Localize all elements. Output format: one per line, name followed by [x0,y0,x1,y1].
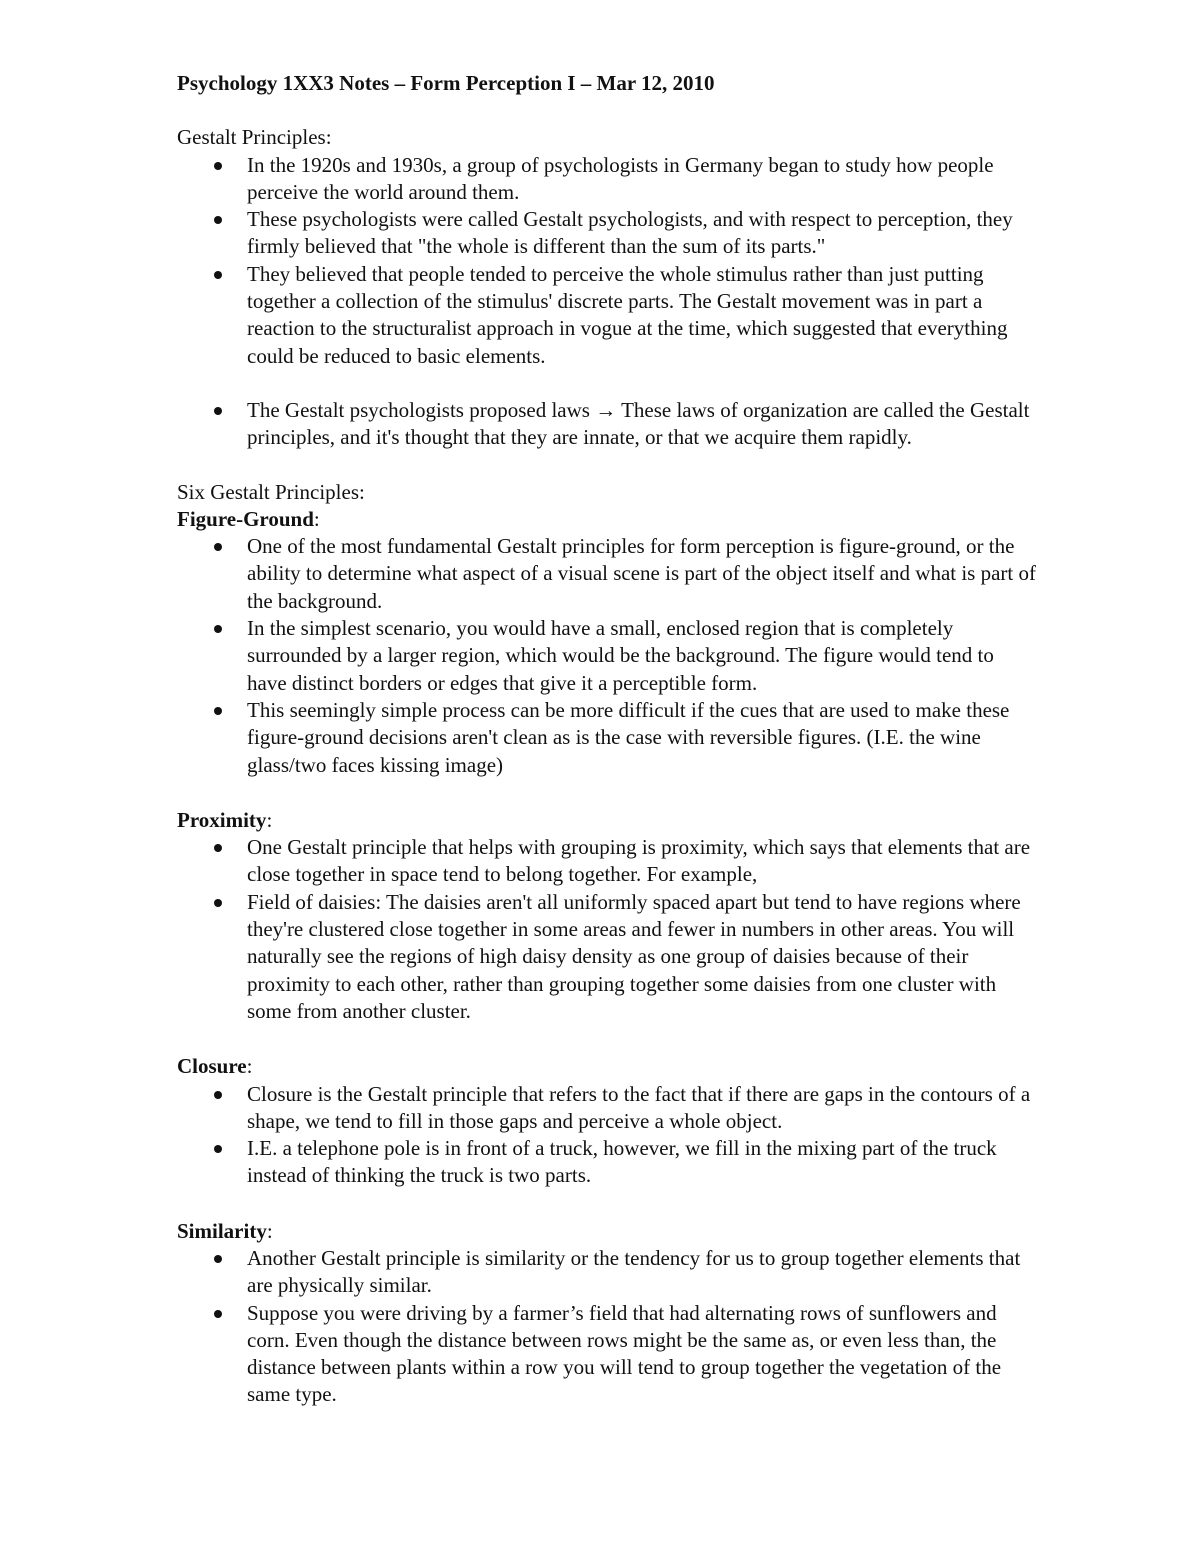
bullet-text: One Gestalt principle that helps with grouping is proximity, which says that elements that are close together in space tend to belong together. For example, [247,835,1031,887]
bullet-icon [214,216,222,224]
bullet-icon [214,1310,222,1318]
bullet-icon [214,1145,222,1153]
bullet-icon [214,1091,222,1099]
bullet-text: I.E. a telephone pole is in front of a truck, however, we fill in the mixing part of the truck instead of thinking the truck is two parts. [247,1136,997,1188]
spacer [177,370,1037,397]
list-item [177,397,1037,452]
list-item [177,261,1037,370]
bullet-text: In the 1920s and 1930s, a group of psychologists in Germany began to study how people perceive the world around them. [247,152,994,204]
bullet-text: Field of daisies: The daisies aren't all uniformly spaced apart but tend to have regions where they're clustered close together in some areas and fewer in numbers in other areas. You will naturally see the regions of high daisy density as one group of daisies because of their proximity to each other, rather than grouping together some daisies from one cluster with some from another cluster. [247,889,1021,1023]
bullet-text: In the simplest scenario, you would have a small, enclosed region that is completely surrounded by a larger region, which would be the background. The figure would tend to have distinct borders or edges that give it a perceptible form. [247,616,994,695]
document-page [177,70,1037,1409]
bullet-icon [214,1255,222,1263]
list-item [177,615,1037,697]
spacer [177,779,1037,807]
bullet-icon [214,707,222,715]
bullet-text: One of the most fundamental Gestalt principles for form perception is figure-ground, or the ability to determine what aspect of a visual scene is part of the object itself and what is part of the background. [247,534,1036,613]
list-item [177,697,1037,779]
list-item [177,1245,1037,1300]
intro-bullet-list [177,152,1037,370]
list-item [177,206,1037,261]
bullet-icon [214,162,222,170]
spacer [177,1190,1037,1218]
list-item [177,1081,1037,1136]
section-heading-proximity: Proximity: [177,807,273,832]
list-item [177,889,1037,1025]
bullet-text: They believed that people tended to perceive the whole stimulus rather than just putting together a collection of the stimulus' discrete parts. The Gestalt movement was in part a reaction to the structuralist approach in vogue at the time, which suggested that everything could be reduced to basic elements. [247,261,1008,368]
bullet-text: Another Gestalt principle is similarity or the tendency for us to group together elements that are physically similar. [247,1245,1021,1298]
list-item [177,152,1037,207]
bullet-icon [214,899,222,907]
spacer [177,1025,1037,1053]
bullet-text: The Gestalt psychologists proposed laws → These laws of organization are called the Gestalt principles, and it's thought that they are innate, or that we acquire them rapidly. [247,397,1030,450]
figure-ground-bullet-list [177,533,1037,779]
bullet-text: Suppose you were driving by a farmer’s field that had alternating rows of sunflowers and corn. Even though the distance between rows might be the same as, or even less than, the distance between plants within a row you will tend to group together the vegetation of the same type. [247,1300,1002,1407]
bullet-text: Closure is the Gestalt principle that refers to the fact that if there are gaps in the contours of a shape, we tend to fill in those gaps and perceive a whole object. [247,1081,1031,1133]
list-item [177,834,1037,889]
intro-label: Gestalt Principles: [177,125,332,150]
spacer [177,452,1037,479]
bullet-icon [214,844,222,852]
intro-bullet-list-continued [177,397,1037,452]
closure-bullet-list [177,1081,1037,1190]
bullet-icon [214,625,222,633]
section-heading-closure: Closure: [177,1054,253,1079]
similarity-bullet-list [177,1245,1037,1409]
list-item [177,533,1037,615]
list-item [177,1300,1037,1409]
six-principles-label: Six Gestalt Principles: [177,479,365,504]
document-title: Psychology 1XX3 Notes – Form Perception I – Mar 12, 2010 [177,71,715,95]
list-item [177,1135,1037,1190]
bullet-icon [214,271,222,279]
section-heading-similarity: Similarity: [177,1218,273,1243]
bullet-text: This seemingly simple process can be more difficult if the cues that are used to make these figure-ground decisions aren't clean as is the case with reversible figures. (I.E. the wine glass/two faces kissing image) [247,697,1010,777]
bullet-icon [214,543,222,551]
bullet-text: These psychologists were called Gestalt psychologists, and with respect to perception, they firmly believed that "the whole is different than the sum of its parts." [247,207,1013,259]
bullet-icon [214,407,222,415]
proximity-bullet-list [177,834,1037,1025]
section-heading-figure-ground: Figure-Ground: [177,506,320,531]
